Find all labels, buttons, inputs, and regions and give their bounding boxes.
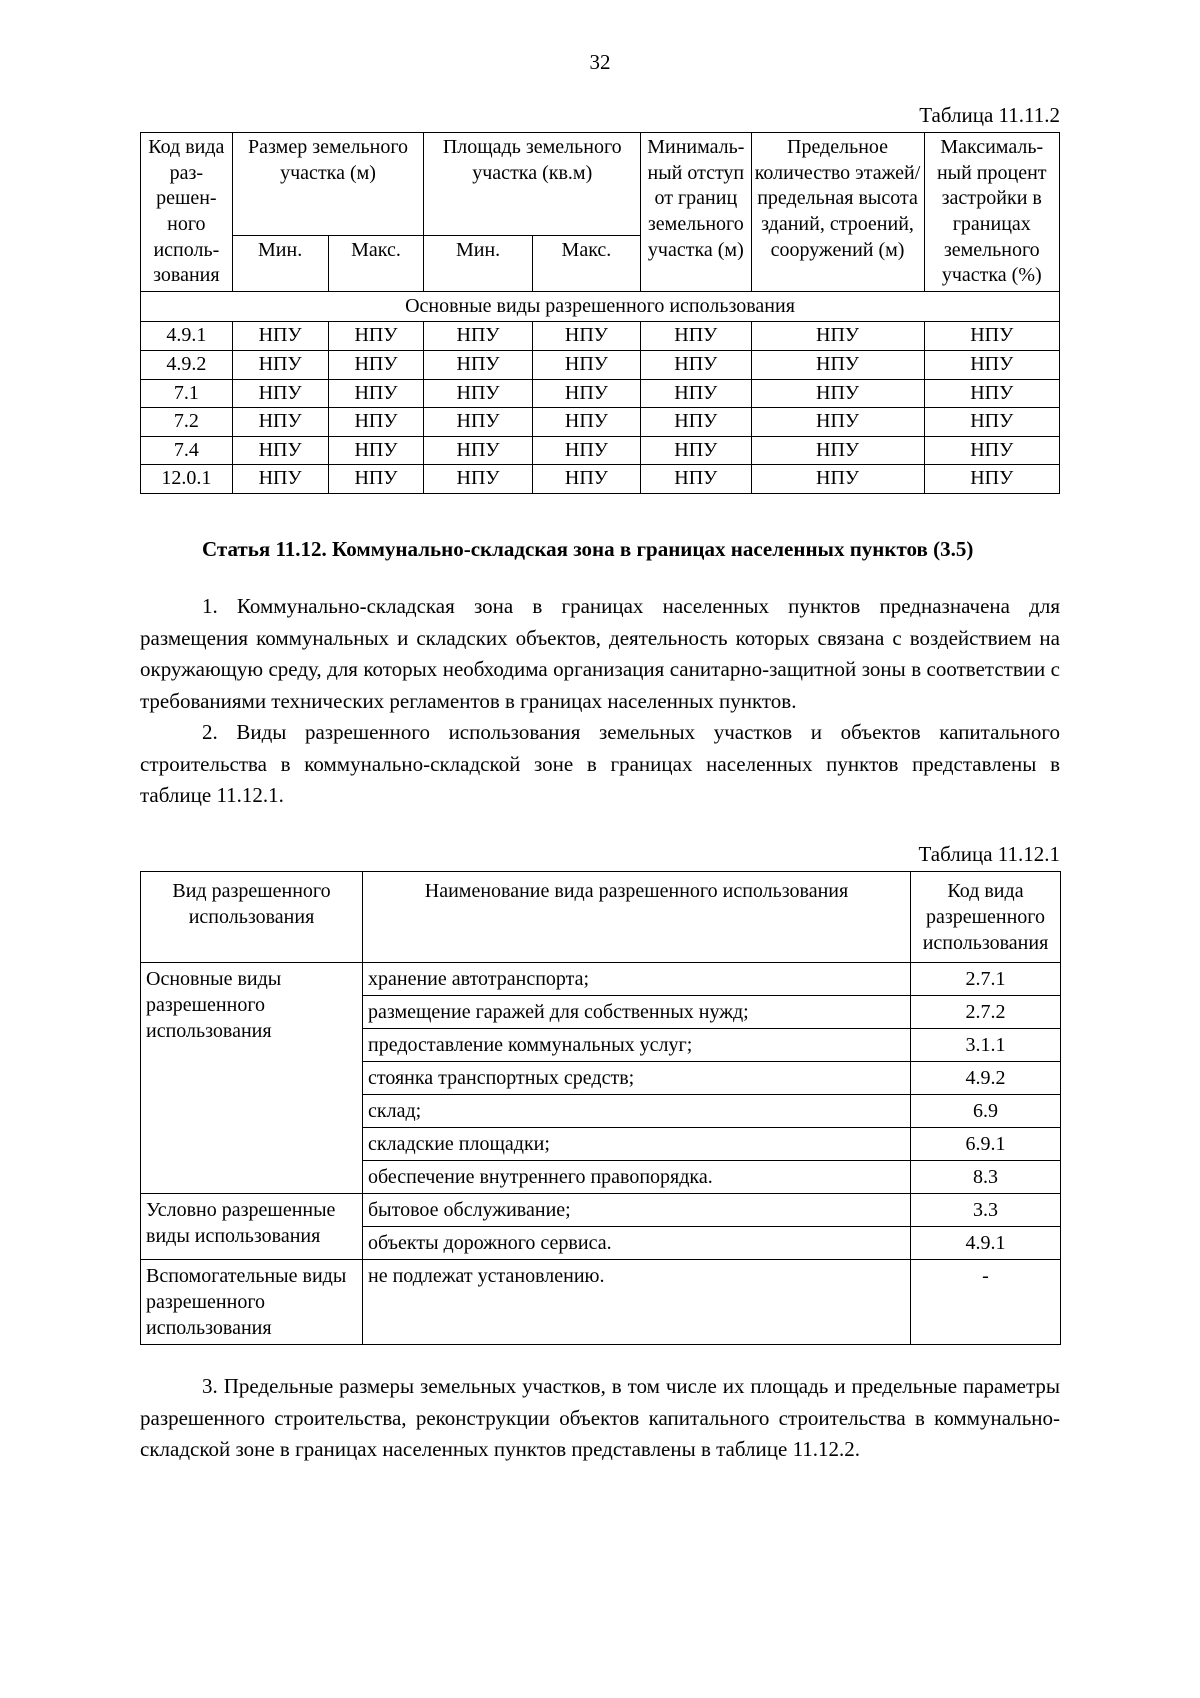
cell-code: 4.9.1 [141, 322, 233, 351]
cell-value: НПУ [641, 379, 751, 408]
header-size-max: Макс. [328, 235, 424, 291]
header-size: Размер земельного участка (м) [232, 133, 424, 236]
header-max-percent: Максималь-ный процент застройки в границах земельного участка (%) [924, 133, 1060, 292]
cell-value: НПУ [532, 408, 640, 437]
cell-value: НПУ [232, 465, 328, 494]
table-land-parameters [140, 132, 1060, 494]
cell-value: НПУ [751, 350, 924, 379]
table-2-body [141, 963, 1061, 1345]
table-1-caption: Таблица 11.11.2 [919, 103, 1060, 127]
cell-use-code: 4.9.2 [911, 1062, 1061, 1095]
table-1-header-row-1 [141, 133, 1060, 236]
cell-value: НПУ [424, 379, 532, 408]
article-heading: Статья 11.12. Коммунально-складская зона в границах населенных пунктов (3.5) [202, 536, 974, 561]
cell-value: НПУ [232, 408, 328, 437]
header-use-name: Наименование вида разрешенного использования [363, 872, 911, 963]
cell-use-name: размещение гаражей для собственных нужд; [363, 996, 911, 1029]
cell-value: НПУ [641, 350, 751, 379]
cell-value: НПУ [232, 322, 328, 351]
cell-value: НПУ [924, 379, 1060, 408]
cell-value: НПУ [532, 379, 640, 408]
cell-code: 7.1 [141, 379, 233, 408]
table-row [141, 1194, 1061, 1227]
cell-use-code: 6.9.1 [911, 1128, 1061, 1161]
cell-value: НПУ [328, 408, 424, 437]
cell-use-code: 2.7.2 [911, 996, 1061, 1029]
table-permitted-uses [140, 871, 1061, 1345]
cell-value: НПУ [751, 408, 924, 437]
header-floors-height: Предельное количество этажей/ предельная высота зданий, строений, сооружений (м) [751, 133, 924, 292]
cell-value: НПУ [232, 379, 328, 408]
cell-value: НПУ [424, 322, 532, 351]
paragraph-3: 3. Предельные размеры земельных участков, в том числе их площадь и предельные параметры разрешенного строительства, реконструкции объектов капитального строительства в коммунально-складской зоне в границах населенных пунктов представлены в таблице 11.12.2. [140, 1374, 1060, 1462]
header-code: Код вида раз-решен-ного исполь-зования [141, 133, 233, 292]
cell-use-code: 4.9.1 [911, 1227, 1061, 1260]
cell-value: НПУ [751, 322, 924, 351]
cell-use-code: 3.1.1 [911, 1029, 1061, 1062]
table-row [141, 1260, 1061, 1345]
cell-value: НПУ [424, 350, 532, 379]
cell-use-code: 3.3 [911, 1194, 1061, 1227]
cell-value: НПУ [328, 436, 424, 465]
cell-value: НПУ [532, 436, 640, 465]
cell-use-name: стоянка транспортных средств; [363, 1062, 911, 1095]
table-row [141, 322, 1060, 351]
cell-use-name: объекты дорожного сервиса. [363, 1227, 911, 1260]
header-area: Площадь земельного участка (кв.м) [424, 133, 641, 236]
cell-value: НПУ [641, 436, 751, 465]
cell-value: НПУ [328, 322, 424, 351]
header-area-min: Мин. [424, 235, 532, 291]
page-content [140, 103, 1060, 1466]
table-row [141, 350, 1060, 379]
table-row [141, 436, 1060, 465]
table-1-body [141, 291, 1060, 493]
header-use-kind: Вид разрешенного использования [141, 872, 363, 963]
table-row [141, 963, 1061, 996]
cell-value: НПУ [532, 322, 640, 351]
cell-use-code: - [911, 1260, 1061, 1345]
table-2-header-row [141, 872, 1061, 963]
cell-code: 7.4 [141, 436, 233, 465]
cell-value: НПУ [751, 379, 924, 408]
cell-value: НПУ [532, 350, 640, 379]
cell-value: НПУ [641, 322, 751, 351]
cell-value: НПУ [924, 436, 1060, 465]
cell-value: НПУ [641, 408, 751, 437]
cell-use-code: 2.7.1 [911, 963, 1061, 996]
cell-value: НПУ [424, 436, 532, 465]
table-row [141, 465, 1060, 494]
table-2-caption: Таблица 11.12.1 [918, 841, 1060, 866]
cell-value: НПУ [424, 408, 532, 437]
cell-use-name: не подлежат установлению. [363, 1260, 911, 1345]
cell-value: НПУ [751, 436, 924, 465]
cell-use-kind: Основные виды разрешенного использования [141, 963, 363, 1194]
header-size-min: Мин. [232, 235, 328, 291]
cell-use-name: бытовое обслуживание; [363, 1194, 911, 1227]
header-area-max: Макс. [532, 235, 640, 291]
cell-use-name: склад; [363, 1095, 911, 1128]
cell-code: 7.2 [141, 408, 233, 437]
header-min-setback: Минималь-ный отступ от границ земельного участка (м) [641, 133, 751, 292]
cell-value: НПУ [924, 465, 1060, 494]
paragraph-1: 1. Коммунально-складская зона в границах населенных пунктов предназначена для размещения коммунальных и складских объектов, деятельность которых связана с воздействием на окружающую среду, для которых необходима организация санитарно-защитной зоны в соответствии с требованиями технических регламентов в границах населенных пунктов. [140, 594, 1060, 713]
cell-value: НПУ [924, 408, 1060, 437]
cell-use-name: хранение автотранспорта; [363, 963, 911, 996]
cell-value: НПУ [924, 322, 1060, 351]
cell-code: 12.0.1 [141, 465, 233, 494]
cell-value: НПУ [232, 350, 328, 379]
table-row [141, 379, 1060, 408]
header-use-code: Код вида разрешенного использования [911, 872, 1061, 963]
table-row [141, 408, 1060, 437]
cell-value: НПУ [532, 465, 640, 494]
cell-value: НПУ [751, 465, 924, 494]
cell-value: НПУ [328, 465, 424, 494]
cell-use-kind: Вспомогательные виды разрешенного использования [141, 1260, 363, 1345]
table-1-section-row [141, 291, 1060, 322]
cell-value: НПУ [328, 350, 424, 379]
cell-value: НПУ [328, 379, 424, 408]
cell-use-code: 8.3 [911, 1161, 1061, 1194]
cell-value: НПУ [424, 465, 532, 494]
cell-use-name: складские площадки; [363, 1128, 911, 1161]
paragraph-2: 2. Виды разрешенного использования земельных участков и объектов капитального строительства в коммунально-складской зоне в границах населенных пунктов представлены в таблице 11.12.1. [140, 720, 1060, 808]
section-label: Основные виды разрешенного использования [141, 291, 1060, 322]
cell-use-code: 6.9 [911, 1095, 1061, 1128]
cell-use-name: обеспечение внутреннего правопорядка. [363, 1161, 911, 1194]
cell-use-name: предоставление коммунальных услуг; [363, 1029, 911, 1062]
cell-code: 4.9.2 [141, 350, 233, 379]
cell-value: НПУ [232, 436, 328, 465]
cell-value: НПУ [641, 465, 751, 494]
cell-use-kind: Условно разрешенные виды использования [141, 1194, 363, 1260]
page-number: 32 [589, 50, 611, 74]
cell-value: НПУ [924, 350, 1060, 379]
